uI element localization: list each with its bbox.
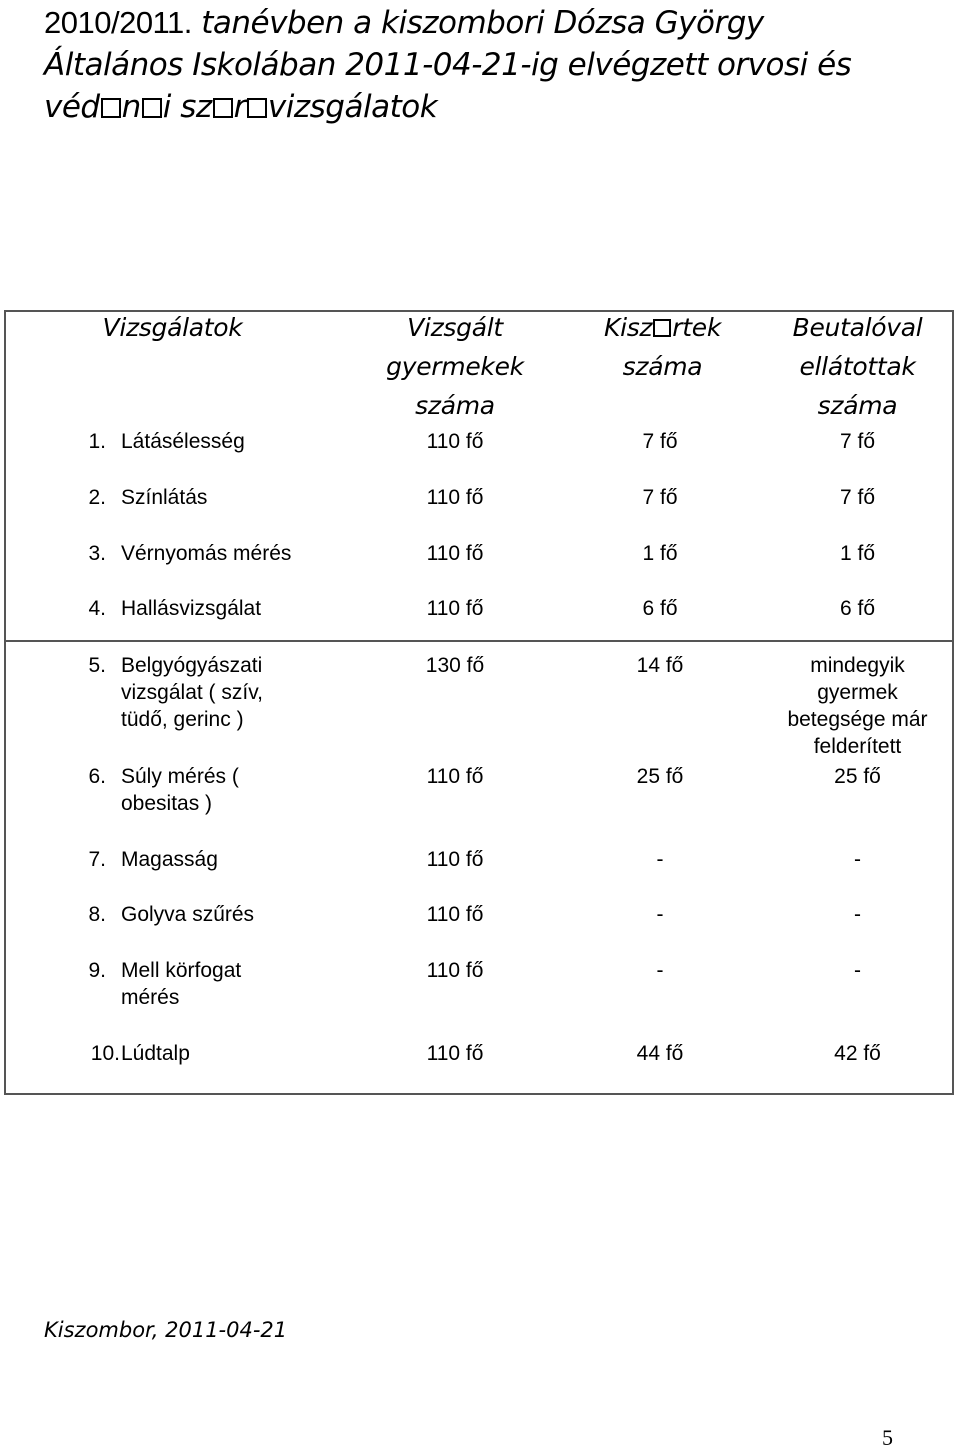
missing-glyph-box bbox=[247, 98, 267, 118]
title-line-1: 2010/2011. tanévben a kiszombori Dózsa György bbox=[44, 5, 764, 41]
missing-glyph-box bbox=[653, 319, 671, 337]
missing-glyph-box bbox=[213, 98, 233, 118]
place-and-date: Kiszombor, 2011-04-21 bbox=[44, 1318, 288, 1342]
missing-glyph-box bbox=[142, 98, 162, 118]
title-line-3: véd n i sz r vizsgálatok bbox=[44, 89, 438, 125]
header-examined-children: Vizsgált gyermekek száma bbox=[386, 313, 524, 420]
document-title bbox=[44, 2, 924, 128]
header-examinations: Vizsgálatok bbox=[102, 313, 243, 342]
missing-glyph-box bbox=[101, 98, 121, 118]
title-year: 2010/2011. bbox=[44, 5, 192, 40]
page-number: 5 bbox=[882, 1425, 893, 1450]
header-referred-count: Beutalóval ellátottak száma bbox=[792, 313, 923, 420]
title-line-2: Általános Iskolában 2011-04-21-ig elvégzett orvosi és bbox=[44, 47, 852, 83]
header-screened-count: Kisz rtek száma bbox=[603, 313, 722, 381]
